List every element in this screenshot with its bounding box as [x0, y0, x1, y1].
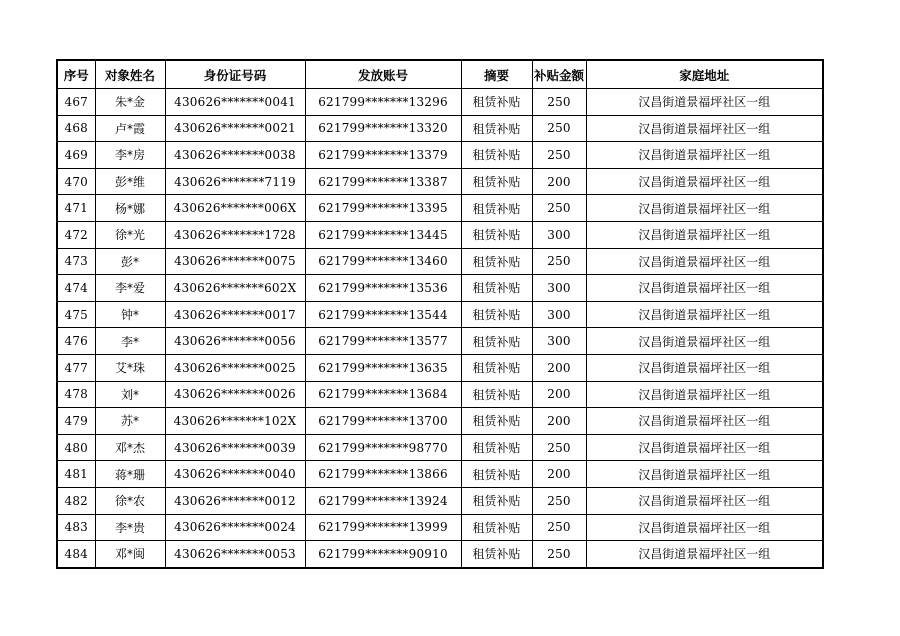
table-row	[57, 248, 823, 275]
cell-id-number: 430626*******0053	[165, 541, 305, 568]
cell-amount: 250	[532, 514, 586, 541]
cell-address: 汉昌街道景福坪社区一组	[586, 301, 823, 328]
cell-amount: 300	[532, 301, 586, 328]
cell-amount: 250	[532, 89, 586, 116]
cell-seq: 484	[57, 541, 95, 568]
table-row	[57, 354, 823, 381]
cell-account: 621799*******13387	[305, 168, 461, 195]
cell-id-number: 430626*******0024	[165, 514, 305, 541]
header-amount: 补贴金额	[532, 60, 586, 89]
cell-summary: 租赁补贴	[461, 168, 532, 195]
table-row	[57, 408, 823, 435]
cell-summary: 租赁补贴	[461, 514, 532, 541]
cell-summary: 租赁补贴	[461, 89, 532, 116]
cell-amount: 300	[532, 221, 586, 248]
cell-account: 621799*******13684	[305, 381, 461, 408]
cell-account: 621799*******13700	[305, 408, 461, 435]
cell-id-number: 430626*******0056	[165, 328, 305, 355]
cell-summary: 租赁补贴	[461, 248, 532, 275]
subsidy-roster-table	[56, 59, 824, 569]
cell-name: 徐*光	[95, 221, 165, 248]
cell-seq: 472	[57, 221, 95, 248]
header-seq: 序号	[57, 60, 95, 89]
cell-seq: 469	[57, 142, 95, 169]
cell-name: 邓*杰	[95, 434, 165, 461]
cell-name: 李*爱	[95, 275, 165, 302]
cell-address: 汉昌街道景福坪社区一组	[586, 195, 823, 222]
cell-seq: 480	[57, 434, 95, 461]
cell-account: 621799*******98770	[305, 434, 461, 461]
cell-address: 汉昌街道景福坪社区一组	[586, 275, 823, 302]
cell-summary: 租赁补贴	[461, 328, 532, 355]
cell-summary: 租赁补贴	[461, 301, 532, 328]
cell-amount: 250	[532, 248, 586, 275]
cell-seq: 470	[57, 168, 95, 195]
cell-amount: 200	[532, 408, 586, 435]
cell-name: 李*	[95, 328, 165, 355]
cell-name: 艾*珠	[95, 354, 165, 381]
cell-summary: 租赁补贴	[461, 115, 532, 142]
cell-id-number: 430626*******006X	[165, 195, 305, 222]
cell-amount: 250	[532, 434, 586, 461]
cell-summary: 租赁补贴	[461, 541, 532, 568]
cell-amount: 300	[532, 275, 586, 302]
cell-account: 621799*******13536	[305, 275, 461, 302]
cell-summary: 租赁补贴	[461, 381, 532, 408]
cell-name: 邓*闽	[95, 541, 165, 568]
table-row	[57, 115, 823, 142]
cell-amount: 200	[532, 354, 586, 381]
cell-id-number: 430626*******0038	[165, 142, 305, 169]
cell-name: 徐*农	[95, 487, 165, 514]
cell-address: 汉昌街道景福坪社区一组	[586, 168, 823, 195]
cell-address: 汉昌街道景福坪社区一组	[586, 461, 823, 488]
cell-id-number: 430626*******0026	[165, 381, 305, 408]
cell-summary: 租赁补贴	[461, 408, 532, 435]
cell-amount: 250	[532, 487, 586, 514]
cell-address: 汉昌街道景福坪社区一组	[586, 487, 823, 514]
cell-address: 汉昌街道景福坪社区一组	[586, 248, 823, 275]
cell-seq: 481	[57, 461, 95, 488]
header-address: 家庭地址	[586, 60, 823, 89]
cell-address: 汉昌街道景福坪社区一组	[586, 328, 823, 355]
cell-summary: 租赁补贴	[461, 354, 532, 381]
cell-address: 汉昌街道景福坪社区一组	[586, 514, 823, 541]
cell-id-number: 430626*******102X	[165, 408, 305, 435]
table-row	[57, 381, 823, 408]
cell-summary: 租赁补贴	[461, 434, 532, 461]
cell-amount: 250	[532, 195, 586, 222]
roster-body	[57, 89, 823, 568]
cell-name: 苏*	[95, 408, 165, 435]
table-row	[57, 89, 823, 116]
cell-amount: 250	[532, 115, 586, 142]
cell-name: 彭*维	[95, 168, 165, 195]
cell-seq: 479	[57, 408, 95, 435]
cell-account: 621799*******90910	[305, 541, 461, 568]
cell-account: 621799*******13460	[305, 248, 461, 275]
cell-seq: 475	[57, 301, 95, 328]
table-row	[57, 168, 823, 195]
cell-seq: 482	[57, 487, 95, 514]
cell-address: 汉昌街道景福坪社区一组	[586, 408, 823, 435]
table-row	[57, 195, 823, 222]
cell-account: 621799*******13635	[305, 354, 461, 381]
cell-id-number: 430626*******0040	[165, 461, 305, 488]
cell-summary: 租赁补贴	[461, 275, 532, 302]
cell-id-number: 430626*******7119	[165, 168, 305, 195]
cell-name: 李*贵	[95, 514, 165, 541]
table-row	[57, 541, 823, 568]
cell-account: 621799*******13866	[305, 461, 461, 488]
cell-account: 621799*******13296	[305, 89, 461, 116]
table-row	[57, 142, 823, 169]
table-row	[57, 275, 823, 302]
subsidy-roster-sheet	[56, 59, 822, 569]
cell-id-number: 430626*******0012	[165, 487, 305, 514]
cell-summary: 租赁补贴	[461, 221, 532, 248]
cell-amount: 250	[532, 541, 586, 568]
cell-name: 钟*	[95, 301, 165, 328]
cell-account: 621799*******13445	[305, 221, 461, 248]
table-row	[57, 301, 823, 328]
cell-address: 汉昌街道景福坪社区一组	[586, 142, 823, 169]
cell-name: 蒋*珊	[95, 461, 165, 488]
table-row	[57, 328, 823, 355]
cell-seq: 471	[57, 195, 95, 222]
cell-name: 彭*	[95, 248, 165, 275]
cell-seq: 476	[57, 328, 95, 355]
cell-account: 621799*******13577	[305, 328, 461, 355]
cell-amount: 200	[532, 381, 586, 408]
cell-amount: 200	[532, 461, 586, 488]
cell-id-number: 430626*******0039	[165, 434, 305, 461]
cell-address: 汉昌街道景福坪社区一组	[586, 354, 823, 381]
cell-id-number: 430626*******602X	[165, 275, 305, 302]
cell-id-number: 430626*******0075	[165, 248, 305, 275]
header-id-number: 身份证号码	[165, 60, 305, 89]
cell-amount: 200	[532, 168, 586, 195]
cell-summary: 租赁补贴	[461, 461, 532, 488]
table-row	[57, 487, 823, 514]
cell-account: 621799*******13999	[305, 514, 461, 541]
cell-amount: 250	[532, 142, 586, 169]
header-summary: 摘要	[461, 60, 532, 89]
cell-name: 朱*金	[95, 89, 165, 116]
cell-seq: 483	[57, 514, 95, 541]
cell-account: 621799*******13379	[305, 142, 461, 169]
cell-amount: 300	[532, 328, 586, 355]
cell-seq: 474	[57, 275, 95, 302]
cell-id-number: 430626*******1728	[165, 221, 305, 248]
cell-name: 卢*霞	[95, 115, 165, 142]
cell-seq: 468	[57, 115, 95, 142]
cell-summary: 租赁补贴	[461, 195, 532, 222]
cell-summary: 租赁补贴	[461, 142, 532, 169]
table-row	[57, 461, 823, 488]
header-account: 发放账号	[305, 60, 461, 89]
cell-seq: 473	[57, 248, 95, 275]
cell-name: 刘*	[95, 381, 165, 408]
table-row	[57, 514, 823, 541]
table-row	[57, 434, 823, 461]
cell-account: 621799*******13395	[305, 195, 461, 222]
cell-address: 汉昌街道景福坪社区一组	[586, 115, 823, 142]
cell-seq: 478	[57, 381, 95, 408]
cell-summary: 租赁补贴	[461, 487, 532, 514]
cell-address: 汉昌街道景福坪社区一组	[586, 89, 823, 116]
cell-seq: 467	[57, 89, 95, 116]
cell-account: 621799*******13544	[305, 301, 461, 328]
cell-id-number: 430626*******0017	[165, 301, 305, 328]
header-name: 对象姓名	[95, 60, 165, 89]
cell-id-number: 430626*******0021	[165, 115, 305, 142]
cell-address: 汉昌街道景福坪社区一组	[586, 434, 823, 461]
cell-id-number: 430626*******0025	[165, 354, 305, 381]
table-row	[57, 221, 823, 248]
cell-address: 汉昌街道景福坪社区一组	[586, 221, 823, 248]
header-row	[57, 60, 823, 89]
cell-name: 杨*娜	[95, 195, 165, 222]
cell-account: 621799*******13924	[305, 487, 461, 514]
cell-id-number: 430626*******0041	[165, 89, 305, 116]
cell-seq: 477	[57, 354, 95, 381]
cell-address: 汉昌街道景福坪社区一组	[586, 541, 823, 568]
cell-name: 李*房	[95, 142, 165, 169]
cell-account: 621799*******13320	[305, 115, 461, 142]
cell-address: 汉昌街道景福坪社区一组	[586, 381, 823, 408]
